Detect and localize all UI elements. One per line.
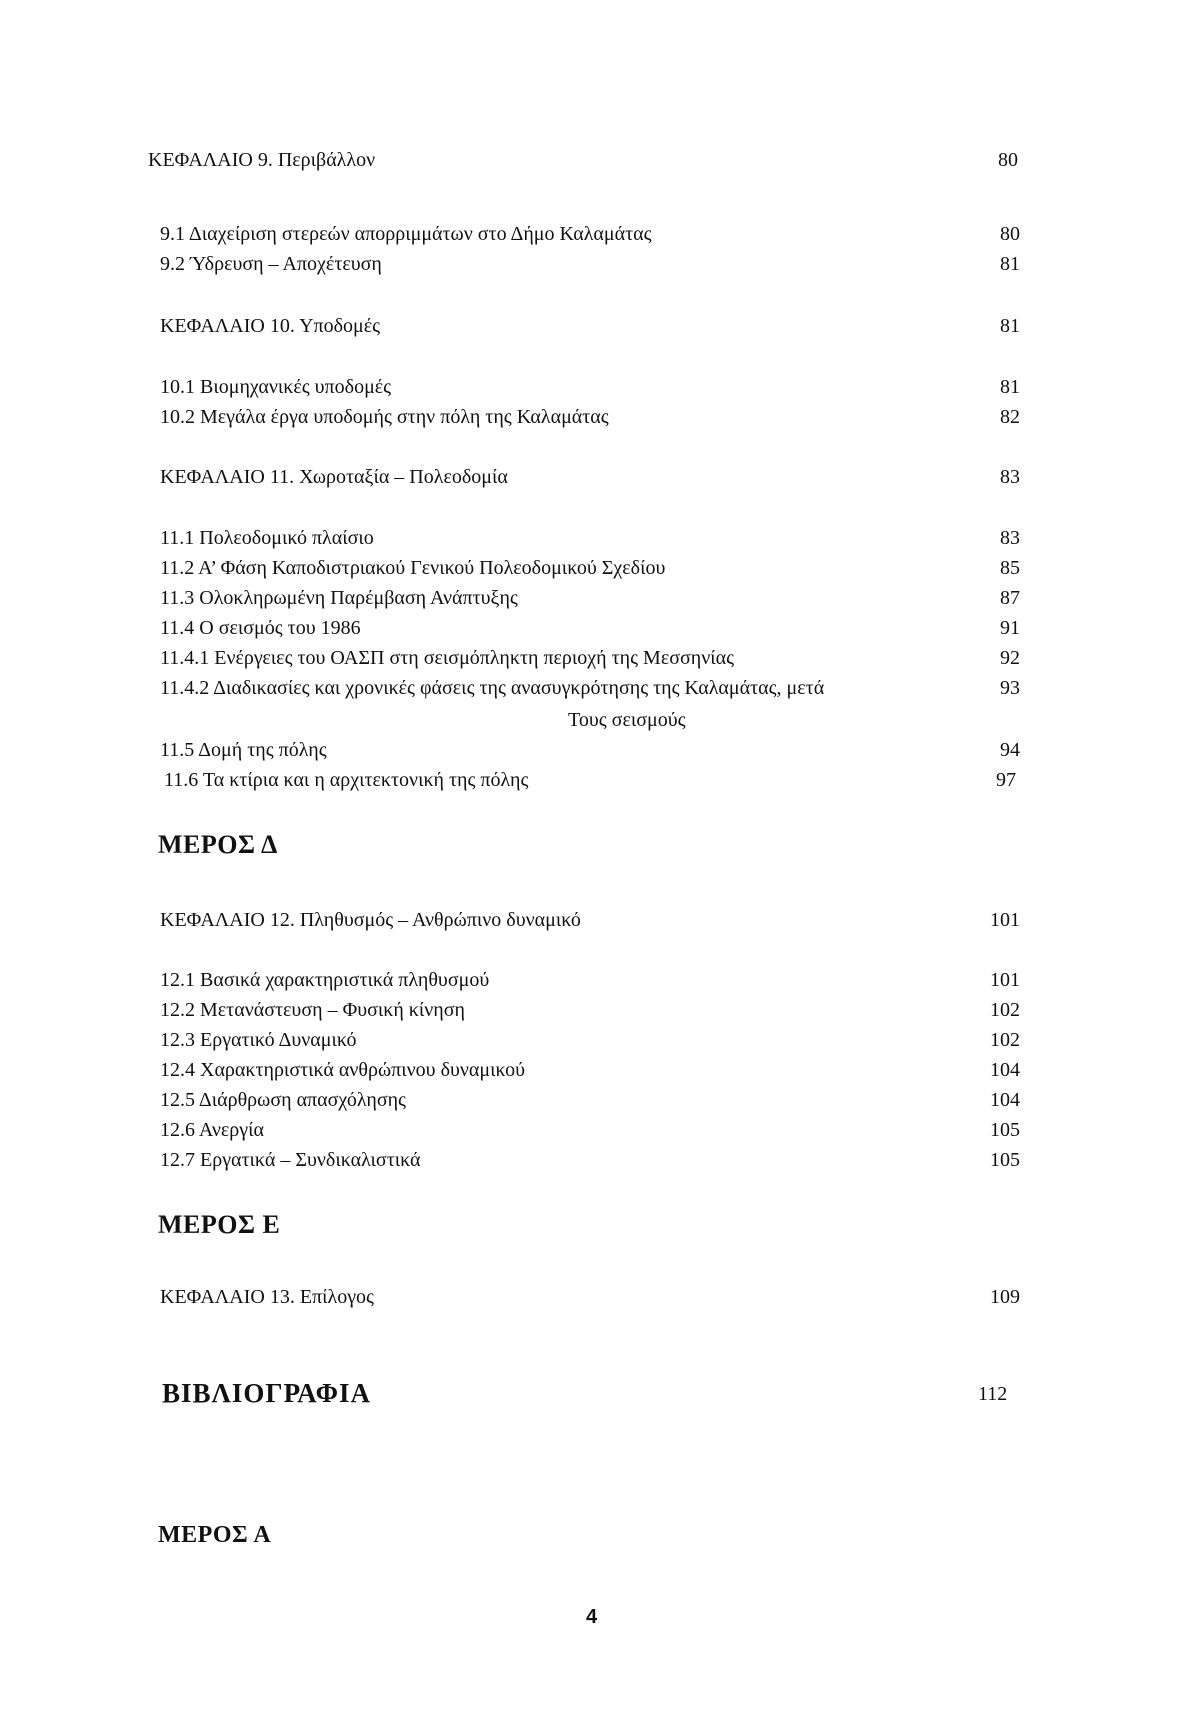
toc-entry-page: 92 [1000,647,1020,669]
toc-entry-title: 9.2 Ύδρευση – Αποχέτευση [160,253,382,275]
toc-entry-title: 12.1 Βασικά χαρακτηριστικά πληθυσμού [160,969,490,991]
toc-entry-title: 11.4.2 Διαδικασίες και χρονικές φάσεις της ανασυγκρότησης της Καλαμάτας, μετά [160,677,825,699]
toc-entry-page: 80 [998,149,1018,171]
toc-entry-page: 109 [990,1286,1020,1308]
toc-entry-title: 11.4 Ο σεισμός του 1986 [160,617,361,639]
toc-entry-title: 10.2 Μεγάλα έργα υποδομής στην πόλη της Καλαμάτας [160,406,609,428]
toc-entry-title: 11.4.1 Ενέργειες του ΟΑΣΠ στη σεισμόπληκτη περιοχή της Μεσσηνίας [160,647,735,669]
toc-entry-page: 102 [990,999,1020,1021]
toc-entry-title: 11.6 Τα κτίρια και η αρχιτεκτονική της πόλης [164,769,529,791]
toc-entry-page: 80 [1000,223,1020,245]
toc-entry-title: ΚΕΦΑΛΑΙΟ 9. Περιβάλλον [148,149,376,171]
toc-entry-title: 12.3 Εργατικό Δυναμικό [160,1029,357,1051]
toc-entry-title: Τους σεισμούς [568,709,686,731]
part-a-heading: ΜΕΡΟΣ Α [158,1522,272,1548]
toc-entry-page: 91 [1000,617,1020,639]
bibliography-page: 112 [978,1383,1008,1405]
toc-entry-page: 105 [990,1149,1020,1171]
toc-entry-page: 81 [1000,253,1020,275]
toc-entry-title: 9.1 Διαχείριση στερεών απορριμμάτων στο Δήμο Καλαμάτας [160,223,652,245]
toc-entry-title: 12.2 Μετανάστευση – Φυσική κίνηση [160,999,465,1021]
toc-entry-title: 11.3 Ολοκληρωμένη Παρέμβαση Ανάπτυξης [160,587,518,609]
toc-entry-page: 85 [1000,557,1020,579]
toc-entry-page: 104 [990,1089,1020,1111]
part-e-heading: ΜΕΡΟΣ Ε [158,1210,281,1239]
bibliography-heading: ΒΙΒΛΙΟΓΡΑΦΙΑ [162,1378,372,1408]
toc-entry-page: 94 [1000,739,1020,761]
toc-entry-page: 81 [1000,376,1020,398]
toc-entry-page: 105 [990,1119,1020,1141]
toc-entry-title: 10.1 Βιομηχανικές υποδομές [160,376,392,398]
toc-entry-page: 101 [990,909,1020,931]
toc-entry-title: ΚΕΦΑΛΑΙΟ 12. Πληθυσμός – Ανθρώπινο δυναμικό [160,909,581,931]
part-d-heading: ΜΕΡΟΣ Δ [158,830,278,859]
toc-entry-page: 102 [990,1029,1020,1051]
toc-entry-title: 11.1 Πολεοδομικό πλαίσιο [160,527,374,549]
toc-entry-page: 87 [1000,587,1020,609]
toc-entry-title: ΚΕΦΑΛΑΙΟ 13. Επίλογος [160,1286,374,1308]
toc-entry-title: 12.6 Ανεργία [160,1119,264,1141]
toc-entry-page: 101 [990,969,1020,991]
toc-entry-title: 12.5 Διάρθρωση απασχόλησης [160,1089,406,1111]
toc-entry-title: 12.7 Εργατικά – Συνδικαλιστικά [160,1149,421,1171]
toc-entry-page: 83 [1000,527,1020,549]
toc-entry-title: ΚΕΦΑΛΑΙΟ 10. Υποδομές [160,315,381,337]
toc-entry-title: 12.4 Χαρακτηριστικά ανθρώπινου δυναμικού [160,1059,526,1081]
toc-entry-title: ΚΕΦΑΛΑΙΟ 11. Χωροταξία – Πολεοδομία [160,466,508,488]
toc-entry-title: 11.2 Α’ Φάση Καποδιστριακού Γενικού Πολεοδομικού Σχεδίου [160,557,666,579]
toc-entry-page: 104 [990,1059,1020,1081]
toc-entry-page: 81 [1000,315,1020,337]
toc-entry-page: 93 [1000,677,1020,699]
toc-entry-page: 97 [996,769,1016,791]
page-number: 4 [586,1606,598,1628]
toc-entry-page: 83 [1000,466,1020,488]
toc-entry-page: 82 [1000,406,1020,428]
toc-entry-title: 11.5 Δομή της πόλης [160,739,327,761]
